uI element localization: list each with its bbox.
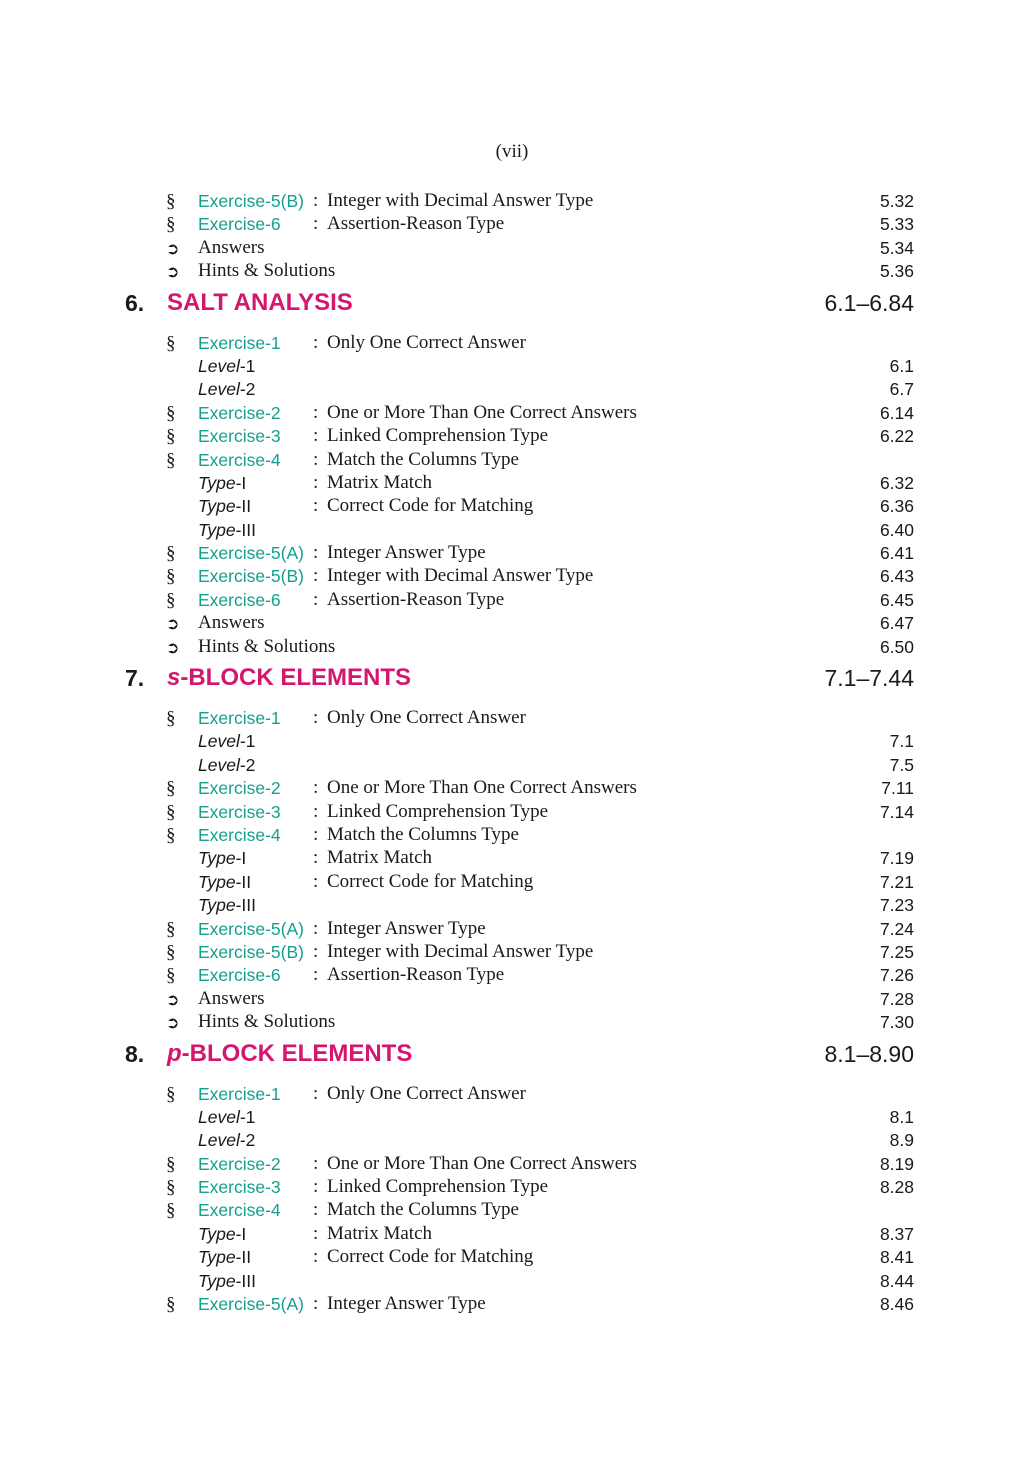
separator-colon: :	[313, 800, 319, 822]
toc-entry-row[interactable]	[0, 190, 1024, 213]
section-sign-icon: §	[166, 708, 176, 730]
toc-entry-row[interactable]	[0, 378, 1024, 401]
page-reference: 5.32	[879, 191, 914, 211]
entry-label: Hints & Solutions	[198, 1011, 336, 1033]
separator-colon: :	[313, 1246, 319, 1268]
page-reference: 7.23	[879, 895, 914, 916]
section-sign-icon: §	[166, 801, 176, 823]
section-sign-icon: §	[166, 402, 176, 424]
entry-label: Hints & Solutions	[198, 635, 336, 657]
section-sign-icon: §	[166, 566, 176, 588]
sub-level-label: Type-I	[198, 472, 247, 493]
toc-entry-row[interactable]	[0, 425, 1024, 448]
section-sign-icon: §	[166, 918, 176, 940]
entry-description: Correct Code for Matching	[327, 495, 534, 517]
page-reference: 6.47	[879, 613, 914, 634]
page-reference: 8.37	[879, 1223, 914, 1244]
entry-description: Integer with Decimal Answer Type	[327, 190, 594, 211]
separator-colon: :	[313, 1082, 319, 1104]
sub-level-label: Type-III	[198, 1270, 257, 1291]
toc-entry-row[interactable]	[0, 260, 1024, 283]
toc-entry-row[interactable]	[0, 730, 1024, 753]
separator-colon: :	[313, 1176, 319, 1198]
section-sign-icon: §	[166, 1177, 176, 1199]
toc-entry-row[interactable]	[0, 542, 1024, 565]
separator-colon: :	[313, 823, 319, 845]
toc-entry-row[interactable]	[0, 1153, 1024, 1176]
page-reference: 7.19	[879, 848, 914, 869]
toc-entry-row[interactable]	[0, 589, 1024, 612]
entry-description: Integer Answer Type	[327, 1293, 486, 1315]
entry-description: Linked Comprehension Type	[327, 1176, 549, 1198]
toc-entry-row[interactable]	[0, 1083, 1024, 1106]
section-sign-icon: §	[166, 426, 176, 448]
section-sign-icon: §	[166, 191, 176, 212]
entry-description: One or More Than One Correct Answers	[327, 777, 637, 799]
separator-colon: :	[313, 707, 319, 729]
exercise-label: Exercise-2	[198, 778, 281, 799]
toc-entry-row[interactable]	[0, 871, 1024, 894]
section-sign-icon: §	[166, 1200, 176, 1222]
exercise-label: Exercise-3	[198, 426, 281, 447]
entry-description: Only One Correct Answer	[327, 707, 526, 729]
toc-entry-row[interactable]	[0, 1246, 1024, 1269]
page-reference: 6.43	[879, 566, 914, 587]
toc-entry-row[interactable]	[0, 918, 1024, 941]
chapter-number: 8.	[125, 1040, 145, 1067]
section-sign-icon: §	[166, 214, 176, 236]
toc-entry-row[interactable]	[0, 988, 1024, 1011]
exercise-label: Exercise-1	[198, 332, 281, 353]
right-arrow-bullet-icon: ➲	[166, 989, 180, 1009]
entry-description: Linked Comprehension Type	[327, 425, 549, 447]
sub-level-label: Type-I	[198, 1223, 247, 1244]
separator-colon: :	[313, 940, 319, 962]
exercise-label: Exercise-6	[198, 589, 281, 610]
section-sign-icon: §	[166, 1153, 176, 1175]
separator-colon: :	[313, 847, 319, 869]
entry-description: Match the Columns Type	[327, 448, 519, 470]
page-reference: 8.41	[879, 1247, 914, 1268]
exercise-label: Exercise-2	[198, 402, 281, 423]
page-reference: 7.25	[879, 941, 914, 962]
separator-colon: :	[313, 964, 319, 986]
chapter-title: SALT ANALYSIS	[167, 288, 353, 316]
entry-label: Answers	[198, 236, 265, 258]
page-reference: 6.14	[879, 402, 914, 423]
entry-description: Matrix Match	[327, 471, 433, 493]
separator-colon: :	[313, 777, 319, 799]
toc-entry-row[interactable]	[0, 1106, 1024, 1129]
section-sign-icon: §	[166, 941, 176, 963]
toc-entry-row[interactable]	[0, 894, 1024, 917]
exercise-label: Exercise-1	[198, 708, 281, 729]
page-reference: 7.11	[881, 778, 914, 799]
page-reference: 8.46	[879, 1294, 914, 1315]
entry-description: Integer Answer Type	[327, 917, 486, 939]
sub-level-label: Level-1	[198, 731, 256, 752]
section-sign-icon: §	[166, 1294, 176, 1316]
sub-level-label: Type-III	[198, 519, 257, 540]
right-arrow-bullet-icon: ➲	[166, 238, 180, 258]
toc-entry-row[interactable]	[0, 1176, 1024, 1199]
toc-entry-row[interactable]	[0, 1293, 1024, 1316]
toc-entry-row[interactable]	[0, 847, 1024, 870]
separator-colon: :	[313, 471, 319, 493]
exercise-label: Exercise-3	[198, 1177, 281, 1198]
separator-colon: :	[313, 190, 319, 211]
sub-level-label: Level-2	[198, 754, 256, 775]
page-reference: 7.30	[879, 1012, 914, 1033]
chapter-heading[interactable]	[0, 1037, 1024, 1083]
sub-level-label: Type-II	[198, 1247, 252, 1268]
right-arrow-bullet-icon: ➲	[166, 1013, 180, 1033]
sub-level-label: Type-I	[198, 848, 247, 869]
sub-level-label: Type-III	[198, 895, 257, 916]
page-reference: 6.40	[879, 519, 914, 540]
entry-description: Integer with Decimal Answer Type	[327, 565, 594, 587]
toc-entry-row[interactable]	[0, 1129, 1024, 1152]
page-reference: 5.36	[879, 261, 914, 282]
section-sign-icon: §	[166, 589, 176, 611]
entry-description: Integer with Decimal Answer Type	[327, 940, 594, 962]
toc-entry-row[interactable]	[0, 612, 1024, 635]
separator-colon: :	[313, 1222, 319, 1244]
page-reference: 6.50	[879, 636, 914, 657]
exercise-label: Exercise-5(B)	[198, 191, 304, 211]
entry-description: Only One Correct Answer	[327, 331, 526, 353]
table-of-contents	[0, 190, 1024, 1316]
exercise-label: Exercise-3	[198, 801, 281, 822]
chapter-page-range: 8.1–8.90	[824, 1040, 914, 1067]
page-reference: 7.26	[879, 965, 914, 986]
chapter-heading[interactable]	[0, 661, 1024, 707]
toc-entry-row[interactable]	[0, 449, 1024, 472]
separator-colon: :	[313, 331, 319, 353]
right-arrow-bullet-icon: ➲	[166, 262, 180, 282]
toc-entry-row[interactable]	[0, 495, 1024, 518]
chapter-heading[interactable]	[0, 286, 1024, 332]
separator-colon: :	[313, 870, 319, 892]
toc-entry-row[interactable]	[0, 355, 1024, 378]
toc-entry-row[interactable]	[0, 636, 1024, 659]
chapter-title: s-BLOCK ELEMENTS	[167, 664, 412, 692]
toc-entry-row[interactable]	[0, 707, 1024, 730]
entry-description: One or More Than One Correct Answers	[327, 1152, 637, 1174]
separator-colon: :	[313, 495, 319, 517]
page-reference: 6.7	[889, 379, 914, 400]
exercise-label: Exercise-1	[198, 1083, 281, 1104]
separator-colon: :	[313, 1152, 319, 1174]
chapter-number: 7.	[125, 665, 145, 692]
page-reference: 7.21	[879, 871, 914, 892]
toc-entry-row[interactable]	[0, 565, 1024, 588]
page-reference: 6.1	[889, 355, 914, 376]
section-sign-icon: §	[166, 965, 176, 987]
chapter-page-range: 6.1–6.84	[824, 289, 914, 316]
entry-label: Answers	[198, 612, 265, 634]
toc-entry-row[interactable]	[0, 519, 1024, 542]
sub-level-label: Type-II	[198, 496, 252, 517]
entry-description: Only One Correct Answer	[327, 1082, 526, 1104]
entry-description: Linked Comprehension Type	[327, 800, 549, 822]
page-reference: 7.5	[889, 754, 914, 775]
exercise-label: Exercise-2	[198, 1153, 281, 1174]
entry-description: One or More Than One Correct Answers	[327, 401, 637, 423]
toc-entry-row[interactable]	[0, 801, 1024, 824]
section-sign-icon: §	[166, 543, 176, 565]
entry-description: Correct Code for Matching	[327, 870, 534, 892]
exercise-label: Exercise-6	[198, 214, 281, 235]
sub-level-label: Type-II	[198, 871, 252, 892]
page-reference: 5.33	[879, 214, 914, 235]
entry-description: Assertion-Reason Type	[327, 588, 505, 610]
exercise-label: Exercise-6	[198, 965, 281, 986]
page-reference: 8.28	[879, 1177, 914, 1198]
section-sign-icon: §	[166, 449, 176, 471]
page-reference: 6.32	[879, 472, 914, 493]
toc-entry-row[interactable]	[0, 402, 1024, 425]
toc-entry-row[interactable]	[0, 777, 1024, 800]
separator-colon: :	[313, 213, 319, 235]
toc-entry-row[interactable]	[0, 964, 1024, 987]
page-reference: 7.14	[879, 801, 914, 822]
entry-description: Match the Columns Type	[327, 1199, 519, 1221]
sub-level-label: Level-1	[198, 1106, 256, 1127]
toc-entry-row[interactable]	[0, 213, 1024, 236]
right-arrow-bullet-icon: ➲	[166, 637, 180, 657]
entry-description: Match the Columns Type	[327, 823, 519, 845]
page-number: (vii)	[495, 141, 529, 162]
entry-description: Assertion-Reason Type	[327, 213, 505, 235]
exercise-label: Exercise-5(B)	[198, 941, 304, 962]
exercise-label: Exercise-5(A)	[198, 1294, 304, 1315]
toc-entry-row[interactable]	[0, 824, 1024, 847]
right-arrow-bullet-icon: ➲	[166, 614, 180, 634]
separator-colon: :	[313, 917, 319, 939]
entry-description: Matrix Match	[327, 847, 433, 869]
page-reference: 8.19	[879, 1153, 914, 1174]
separator-colon: :	[313, 565, 319, 587]
entry-label: Hints & Solutions	[198, 260, 336, 282]
section-sign-icon: §	[166, 778, 176, 800]
toc-entry-row[interactable]	[0, 1011, 1024, 1034]
separator-colon: :	[313, 448, 319, 470]
separator-colon: :	[313, 1293, 319, 1315]
exercise-label: Exercise-4	[198, 824, 281, 845]
toc-entry-row[interactable]	[0, 941, 1024, 964]
chapter-page-range: 7.1–7.44	[824, 665, 914, 692]
chapter-number: 6.	[125, 289, 145, 316]
exercise-label: Exercise-4	[198, 1200, 281, 1221]
page-reference: 6.41	[879, 543, 914, 564]
separator-colon: :	[313, 588, 319, 610]
entry-description: Correct Code for Matching	[327, 1246, 534, 1268]
toc-entry-row[interactable]	[0, 1199, 1024, 1222]
page-reference: 6.36	[879, 496, 914, 517]
toc-entry-row[interactable]	[0, 237, 1024, 260]
toc-entry-row[interactable]	[0, 472, 1024, 495]
separator-colon: :	[313, 425, 319, 447]
page-reference: 5.34	[879, 237, 914, 258]
separator-colon: :	[313, 1199, 319, 1221]
page-reference: 8.44	[879, 1270, 914, 1291]
chapter-title: p-BLOCK ELEMENTS	[167, 1039, 413, 1067]
separator-colon: :	[313, 401, 319, 423]
toc-entry-row[interactable]	[0, 332, 1024, 355]
exercise-label: Exercise-5(A)	[198, 918, 304, 939]
page-reference: 6.45	[879, 589, 914, 610]
entry-description: Assertion-Reason Type	[327, 964, 505, 986]
toc-entry-row[interactable]	[0, 754, 1024, 777]
section-sign-icon: §	[166, 1083, 176, 1105]
exercise-label: Exercise-5(B)	[198, 566, 304, 587]
entry-label: Answers	[198, 987, 265, 1009]
page-reference: 6.22	[879, 426, 914, 447]
sub-level-label: Level-1	[198, 355, 256, 376]
page-reference: 7.24	[879, 918, 914, 939]
page-reference: 8.1	[889, 1106, 914, 1127]
toc-entry-row[interactable]	[0, 1270, 1024, 1293]
exercise-label: Exercise-4	[198, 449, 281, 470]
exercise-label: Exercise-5(A)	[198, 543, 304, 564]
separator-colon: :	[313, 542, 319, 564]
section-sign-icon: §	[166, 824, 176, 846]
entry-description: Integer Answer Type	[327, 542, 486, 564]
section-sign-icon: §	[166, 332, 176, 354]
page-reference: 8.9	[889, 1130, 914, 1151]
page-reference: 7.1	[889, 731, 914, 752]
toc-entry-row[interactable]	[0, 1223, 1024, 1246]
entry-description: Matrix Match	[327, 1222, 433, 1244]
page-reference: 7.28	[879, 988, 914, 1009]
sub-level-label: Level-2	[198, 379, 256, 400]
sub-level-label: Level-2	[198, 1130, 256, 1151]
